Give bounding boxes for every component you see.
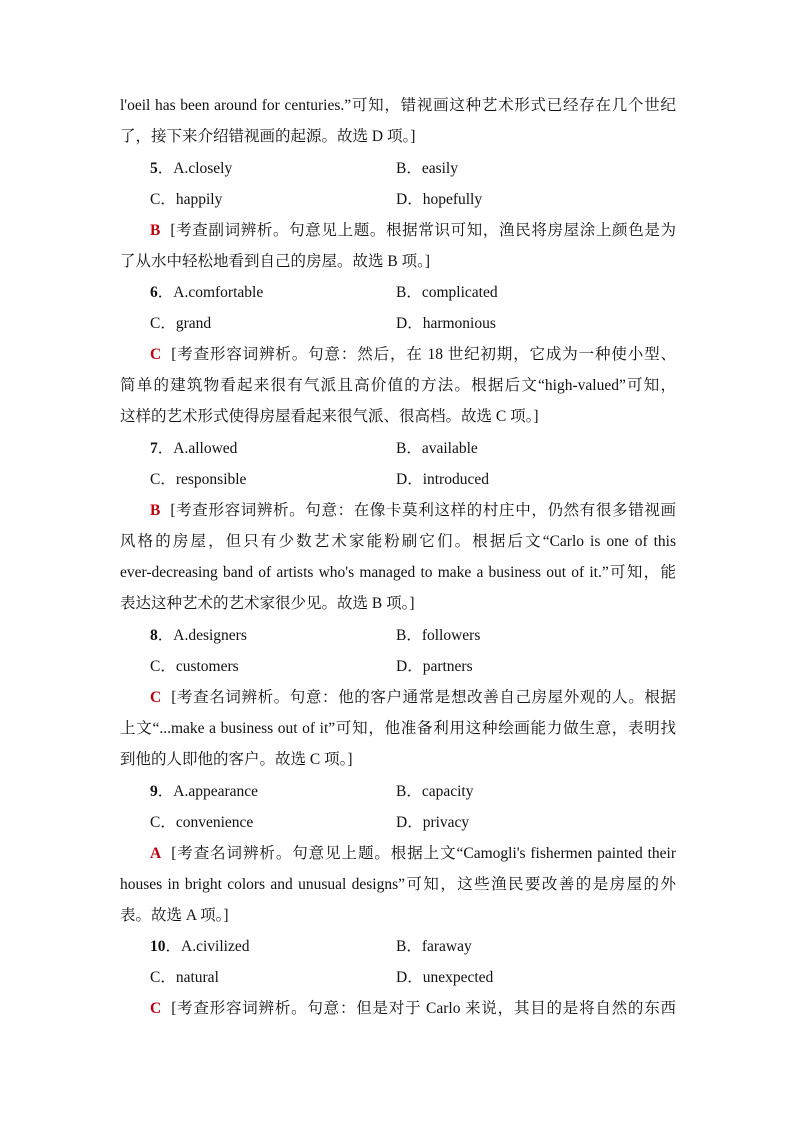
option-a: A.comfortable: [173, 284, 264, 301]
question-10-explanation-line-1: C [考查形容词辨析。句意：但是对于 Carlo 来说，其目的是将自然的东西: [150, 1000, 676, 1017]
option-b: B．complicated: [396, 284, 498, 301]
question-5-explanation-line-1: B [考查副词辨析。句意见上题。根据常识可知，渔民将房屋涂上颜色是为: [150, 222, 676, 239]
question-number: 6: [150, 284, 158, 301]
answer-letter: C: [150, 1000, 162, 1017]
answer-letter: C: [150, 689, 162, 706]
option-c: C．responsible: [150, 471, 247, 488]
option-d: D．unexpected: [396, 969, 494, 986]
option-c: C．grand: [150, 315, 212, 332]
answer-letter: A: [150, 845, 162, 862]
question-6-explanation-line-2: 简单的建筑物看起来很有气派且高价值的方法。根据后文“high-valued”可知，: [120, 377, 676, 394]
option-c: C．happily: [150, 191, 223, 208]
option-c: C．customers: [150, 658, 239, 675]
option-c: C．natural: [150, 969, 219, 986]
answer-letter: B: [150, 222, 161, 239]
question-5-explanation-line-2: 了从水中轻松地看到自己的房屋。故选 B 项。]: [120, 253, 431, 270]
option-d: D．harmonious: [396, 315, 496, 332]
option-b: B．easily: [396, 160, 458, 177]
intro-line-1: l'oeil has been around for centuries.”可知，错视画这种艺术形式已经存在几个世纪: [120, 97, 676, 114]
answer-letter: C: [150, 346, 162, 363]
option-a: A.allowed: [173, 440, 238, 457]
option-a: A.appearance: [173, 783, 259, 800]
question-number: 5: [150, 160, 158, 177]
question-number: 10: [150, 938, 166, 955]
question-8-explanation-line-3: 到他的人即他的客户。故选 C 项。]: [120, 751, 353, 768]
option-d: D．introduced: [396, 471, 489, 488]
answer-letter: B: [150, 502, 161, 519]
question-9-explanation-line-3: 表。故选 A 项。]: [120, 907, 229, 924]
question-6-explanation-line-3: 这样的艺术形式使得房屋看起来很气派、很高档。故选 C 项。]: [120, 408, 539, 425]
question-7-explanation-line-4: 表达这种艺术的艺术家很少见。故选 B 项。]: [120, 595, 415, 612]
option-b: B．followers: [396, 627, 481, 644]
option-d: D．partners: [396, 658, 473, 675]
question-6-explanation-line-1: C [考查形容词辨析。句意：然后，在 18 世纪初期，它成为一种使小型、: [150, 346, 676, 363]
option-a: A.designers: [173, 627, 247, 644]
question-7-explanation-line-1: B [考查形容词辨析。句意：在像卡莫利这样的村庄中，仍然有很多错视画: [150, 502, 676, 519]
question-9-explanation-line-1: A [考查名词辨析。句意见上题。根据上文“Camogli's fishermen painted their: [150, 845, 676, 862]
option-b: B．faraway: [396, 938, 472, 955]
question-9-explanation-line-2: houses in bright colors and unusual designs”可知，这些渔民要改善的是房屋的外: [120, 876, 676, 893]
option-d: D．privacy: [396, 814, 470, 831]
option-a: A.civilized: [181, 938, 250, 955]
option-d: D．hopefully: [396, 191, 483, 208]
question-number: 9: [150, 783, 158, 800]
question-7-explanation-line-2: 风格的房屋，但只有少数艺术家能粉刷它们。根据后文“Carlo is one of this: [120, 533, 676, 550]
option-a: A.closely: [173, 160, 233, 177]
option-b: B．available: [396, 440, 478, 457]
question-8-explanation-line-2: 上文“...make a business out of it”可知，他准备利用这种绘画能力做生意，表明找: [120, 720, 676, 737]
question-8-explanation-line-1: C [考查名词辨析。句意：他的客户通常是想改善自己房屋外观的人。根据: [150, 689, 676, 706]
question-number: 8: [150, 627, 158, 644]
intro-line-2: 了，接下来介绍错视画的起源。故选 D 项。]: [120, 128, 416, 145]
question-7-explanation-line-3: ever-decreasing band of artists who's managed to make a business out of it.”可知，能: [120, 564, 676, 581]
option-c: C．convenience: [150, 814, 254, 831]
option-b: B．capacity: [396, 783, 474, 800]
document-page: l'oeil has been around for centuries.”可知，错视画这种艺术形式已经存在几个世纪 了，接下来介绍错视画的起源。故选 D 项。] 5．A.closely B．easily C．happily D．hopefully B [考查副词辨析。句意见上题。根据常识可知，渔民将房屋涂上颜色是为 了从水中轻松地看到自己的房屋。故选 B 项。] 6．A.comfortable B．complicated C．grand D．harmonious C [考查形容词辨析。句意：然后，在 18 世纪初期，它成为一种使小型、 简单的建筑物看起来很有气派且高价值的方法。根据后文“high-valued”可知， 这样的艺术形式使得房屋看起来很气派、很高档。故选 C 项。] 7．A.allowed B．available C．responsible D．introduced B [考查形容词辨析。句意：在像卡莫利这样的村庄中，仍然有很多错视画 风格的房屋，但只有少数艺术家能粉刷它们。根据后文“Carlo is one of this ever-decreasing band of artists who's managed to make a business out of it.”可知，能 表达这种艺术的艺术家很少见。故选 B 项。] 8．A.designers B．followers C．customers D．partners C [考查名词辨析。句意：他的客户通常是想改善自己房屋外观的人。根据 上文“...make a business out of it”可知，他准备利用这种绘画能力做生意，表明找 到他的人即他的客户。故选 C 项。] 9．A.appearance B．capacity C．convenience D．privacy A [考查名词辨析。句意见上题。根据上文“Camogli's fishermen painted their houses in bright colors and unusual designs”可知，这些渔民要改善的是房屋的外 表。故选 A 项。] 10．A.civilized B．faraway C．natural D．unexpected C [考查形容词辨析。句意：但是对于 Carlo 来说，其目的是将自然的东西: [120, 97, 676, 1017]
question-number: 7: [150, 440, 158, 457]
